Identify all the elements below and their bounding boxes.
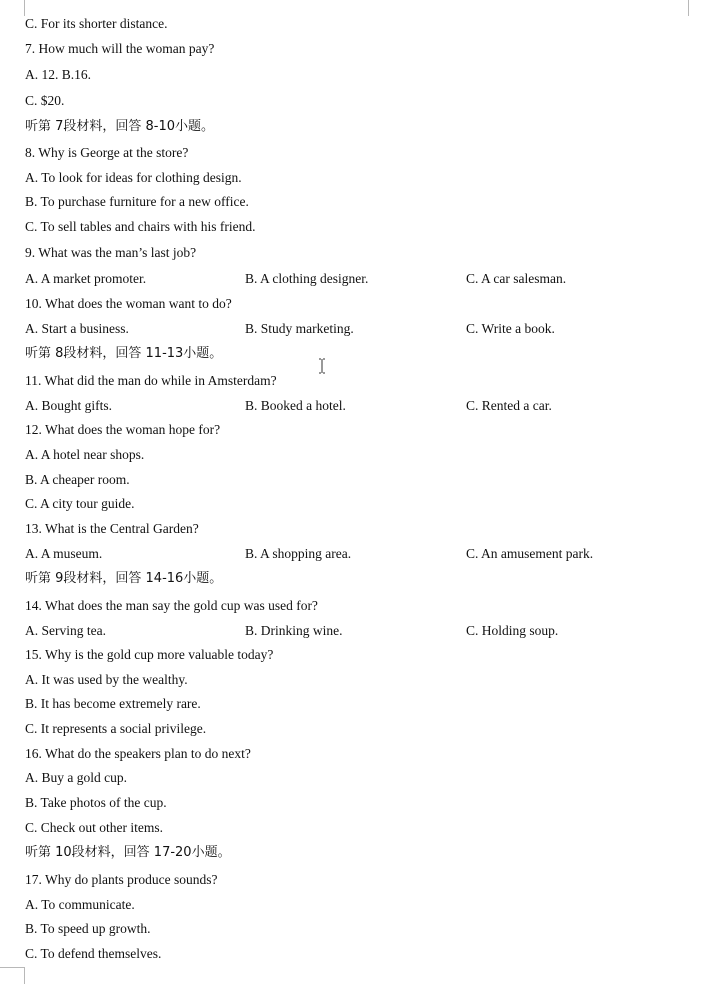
option-a-q13: A. A museum. (25, 546, 103, 561)
option-a-q17: A. To communicate. (25, 897, 135, 912)
question-17: 17. Why do plants produce sounds? (25, 872, 218, 887)
option-a-q10: A. Start a business. (25, 321, 129, 336)
question-14: 14. What does the man say the gold cup was used for? (25, 598, 318, 613)
options-q14 (25, 622, 685, 640)
option-c-q13: C. An amusement park. (466, 546, 594, 561)
option-b-q13: B. A shopping area. (245, 546, 352, 561)
option-c-q6: C. For its shorter distance. (25, 16, 168, 31)
question-11: 11. What did the man do while in Amsterdam? (25, 373, 277, 388)
option-b-q14: B. Drinking wine. (245, 623, 343, 638)
option-b-q15: B. It has become extremely rare. (25, 696, 201, 711)
option-b-q16: B. Take photos of the cup. (25, 795, 167, 810)
question-13: 13. What is the Central Garden? (25, 521, 199, 536)
question-10: 10. What does the woman want to do? (25, 296, 232, 311)
page-corner-mark-top-right (688, 0, 713, 16)
question-15: 15. Why is the gold cup more valuable today? (25, 647, 274, 662)
option-a-q16: A. Buy a gold cup. (25, 770, 127, 785)
option-b-q17: B. To speed up growth. (25, 921, 151, 936)
option-c-q17: C. To defend themselves. (25, 946, 162, 961)
option-a-q11: A. Bought gifts. (25, 398, 113, 413)
question-16: 16. What do the speakers plan to do next? (25, 746, 251, 761)
option-b-q11: B. Booked a hotel. (245, 398, 346, 413)
options-q13 (25, 545, 685, 563)
option-a-q14: A. Serving tea. (25, 623, 106, 638)
option-a-q9: A. A market promoter. (25, 271, 147, 286)
option-c-q14: C. Holding soup. (466, 623, 559, 638)
option-c-q8: C. To sell tables and chairs with his friend. (25, 219, 256, 234)
question-8: 8. Why is George at the store? (25, 145, 189, 160)
options-q11 (25, 397, 685, 415)
option-a-q12: A. A hotel near shops. (25, 447, 145, 462)
option-b-q12: B. A cheaper room. (25, 472, 130, 487)
options-q9 (25, 270, 685, 288)
option-c-q9: C. A car salesman. (466, 271, 567, 286)
option-c-q7: C. $20. (25, 93, 65, 108)
question-12: 12. What does the woman hope for? (25, 422, 221, 437)
options-q7-ab: A. 12. B.16. (25, 67, 92, 82)
option-c-q12: C. A city tour guide. (25, 496, 135, 511)
question-7: 7. How much will the woman pay? (25, 41, 215, 56)
option-c-q16: C. Check out other items. (25, 820, 163, 835)
question-9: 9. What was the man’s last job? (25, 245, 197, 260)
section-heading-9: 听第 9段材料，回答 14-16小题。 (25, 571, 223, 586)
section-heading-10: 听第 10段材料，回答 17-20小题。 (25, 845, 231, 860)
text-cursor-icon (318, 358, 326, 374)
page-corner-mark-bottom-left (0, 967, 25, 984)
option-a-q15: A. It was used by the wealthy. (25, 672, 188, 687)
option-c-q10: C. Write a book. (466, 321, 555, 336)
option-b-q9: B. A clothing designer. (245, 271, 369, 286)
option-b-q8: B. To purchase furniture for a new office. (25, 194, 249, 209)
options-q10 (25, 320, 685, 338)
section-heading-7: 听第 7段材料，回答 8-10小题。 (25, 119, 215, 134)
section-heading-8: 听第 8段材料，回答 11-13小题。 (25, 346, 223, 361)
option-b-q10: B. Study marketing. (245, 321, 354, 336)
option-c-q11: C. Rented a car. (466, 398, 552, 413)
option-a-q8: A. To look for ideas for clothing design. (25, 170, 242, 185)
page-corner-mark-top-left (0, 0, 25, 16)
option-c-q15: C. It represents a social privilege. (25, 721, 207, 736)
